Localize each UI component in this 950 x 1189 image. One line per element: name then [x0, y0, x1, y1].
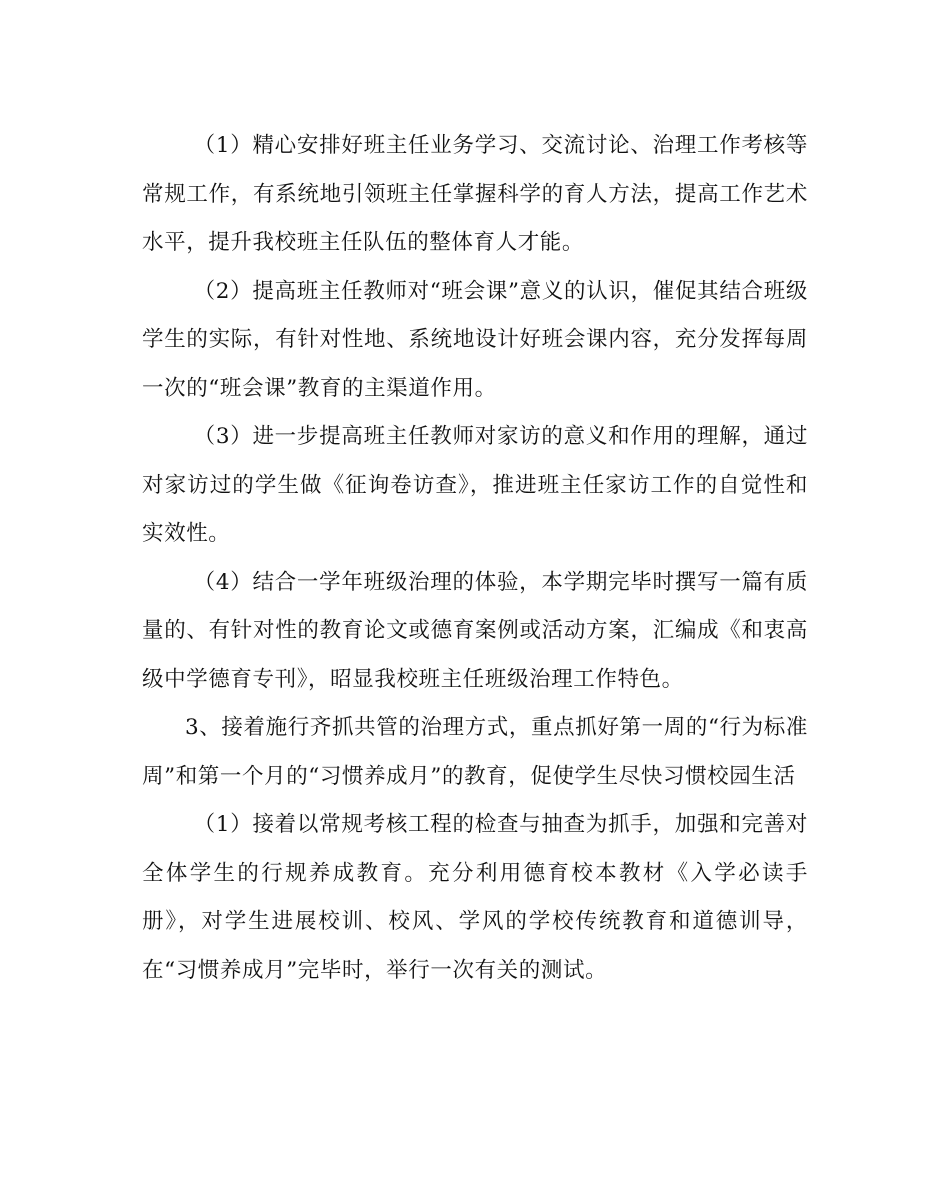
- paragraph-item-2: （2）提高班主任教师对“班会课”意义的认识，催促其结合班级学生的实际，有针对性地、系统地设计好班会课内容，充分发挥每周一次的“班会课”教育的主渠道作用。: [142, 278, 808, 401]
- paragraph-item-4: （4）结合一学年班级治理的体验，本学期完毕时撰写一篇有质量的、有针对性的教育论文或德育案例或活动方案，汇编成《和衷高级中学德育专刊》，昭显我校班主任班级治理工作特色。: [142, 569, 808, 692]
- paragraph-item-1: （1）精心安排好班主任业务学习、交流讨论、治理工作考核等常规工作，有系统地引领班主任掌握科学的育人方法，提高工作艺术水平，提升我校班主任队伍的整体育人才能。: [142, 133, 808, 255]
- paragraph-item-3: （3）进一步提高班主任教师对家访的意义和作用的理解，通过对家访过的学生做《征询卷访查》，推进班主任家访工作的自觉性和实效性。: [142, 424, 808, 546]
- document-body: [142, 122, 808, 995]
- paragraph-item-5: （1）接着以常规考核工程的检查与抽查为抓手，加强和完善对全体学生的行规养成教育。充分利用德育校本教材《入学必读手册》，对学生进展校训、校风、学风的学校传统教育和道德训导，在“习惯养成月”完毕时，举行一次有关的测试。: [142, 812, 808, 983]
- section-paragraph-3: 3、接着施行齐抓共管的治理方式，重点抓好第一周的“行为标准周”和第一个月的“习惯养成月”的教育，促使学生尽快习惯校园生活: [142, 715, 808, 789]
